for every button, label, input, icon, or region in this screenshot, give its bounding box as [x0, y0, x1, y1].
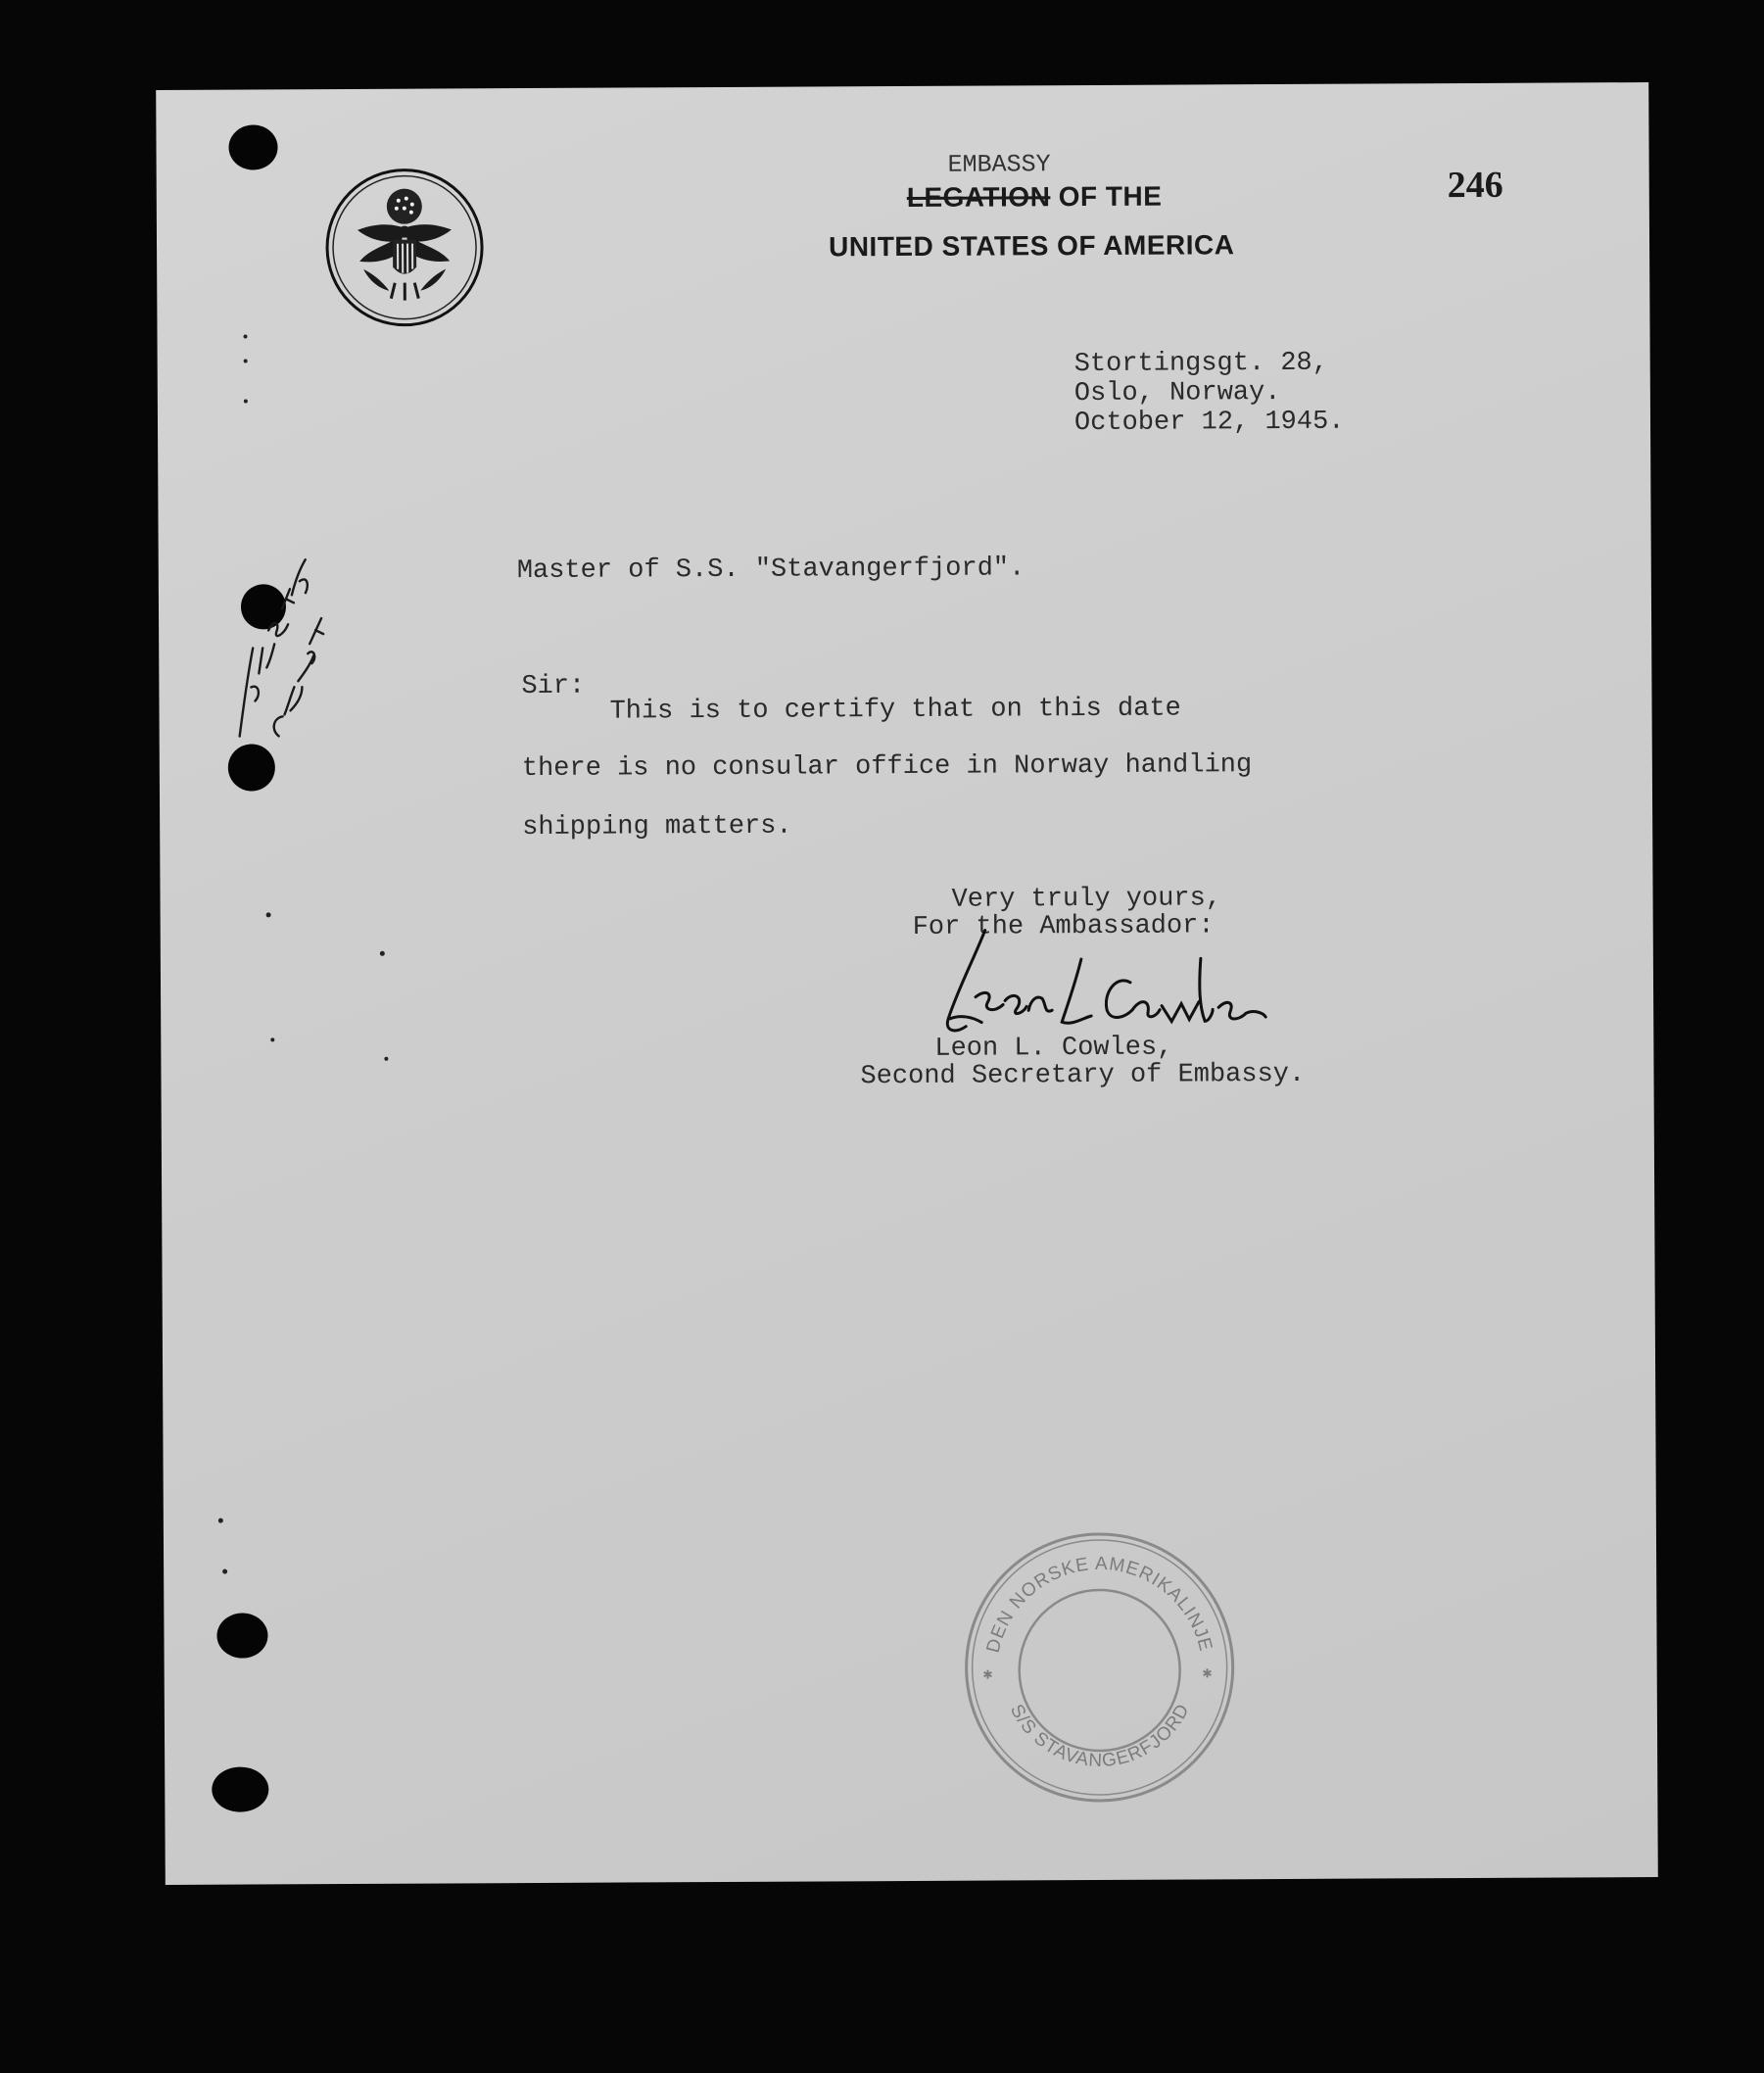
- address-street: Stortingsgt. 28,: [1073, 348, 1329, 380]
- margin-speck: [384, 1057, 388, 1061]
- margin-speck: [244, 360, 248, 363]
- svg-text:S/S STAVANGERFJORD: [1006, 1700, 1194, 1771]
- letterhead-line-1: [907, 181, 1163, 214]
- letter-page: [156, 82, 1658, 1885]
- margin-speck: [222, 1569, 227, 1574]
- address-city: Oslo, Norway.: [1073, 377, 1281, 410]
- ship-stamp: [957, 1524, 1243, 1810]
- handwritten-margin-note: [199, 501, 327, 747]
- closing-line-1: Very truly yours,: [951, 884, 1222, 915]
- margin-speck: [266, 912, 271, 917]
- stamp-star-icon: ✱: [1202, 1664, 1213, 1683]
- letter-date: October 12, 1945.: [1073, 407, 1345, 439]
- stamp-star-icon: ✱: [982, 1665, 993, 1684]
- salutation: Sir:: [521, 671, 586, 702]
- margin-speck: [218, 1519, 223, 1523]
- recipient: Master of S.S. "Stavangerfjord".: [516, 554, 1025, 587]
- punch-hole: [216, 1613, 267, 1658]
- punch-hole: [212, 1766, 268, 1811]
- body-line-1: This is to certify that on this date: [609, 694, 1181, 727]
- punch-hole: [228, 124, 277, 169]
- page-number: 246: [1447, 164, 1503, 207]
- stamp-top-text: DEN NORSKE AMERIKALINJE: [982, 1553, 1216, 1656]
- body-line-3: shipping matters.: [522, 811, 792, 844]
- embassy-insert: EMBASSY: [947, 150, 1051, 179]
- body-line-2: there is no consular office in Norway handling: [521, 750, 1253, 785]
- great-seal-icon: [324, 167, 486, 328]
- of-the: OF THE: [1058, 180, 1163, 213]
- signatory-title: Second Secretary of Embassy.: [860, 1059, 1306, 1092]
- svg-text:DEN NORSKE AMERIKALINJE: [982, 1553, 1216, 1655]
- margin-speck: [244, 400, 248, 404]
- signatory-name: Leon L. Cowles,: [934, 1033, 1173, 1064]
- closing-line-2: For the Ambassador:: [912, 911, 1215, 942]
- letterhead-country: UNITED STATES OF AMERICA: [828, 229, 1235, 263]
- margin-speck: [380, 951, 385, 956]
- margin-speck: [270, 1037, 274, 1041]
- punch-hole: [228, 744, 275, 791]
- handwritten-signature: [915, 919, 1268, 1048]
- stamp-bottom-text: S/S STAVANGERFJORD: [1005, 1700, 1194, 1772]
- legation-struck: LEGATION: [906, 181, 1051, 213]
- margin-speck: [244, 335, 248, 339]
